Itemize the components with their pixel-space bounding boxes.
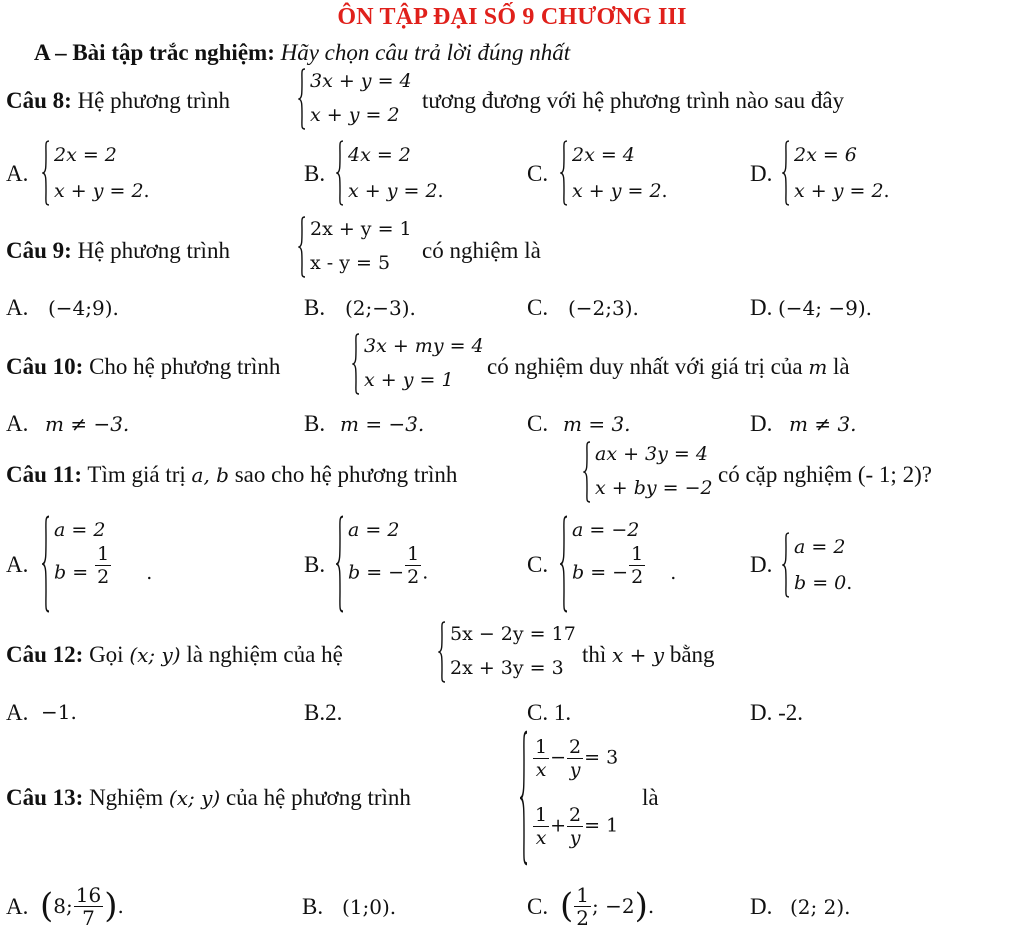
question-10-text: Cho hệ phương trình [89,354,281,379]
system-eq-2: x - y = 5 [310,252,391,274]
q11-option-d[interactable] [782,532,892,598]
q13-option-d-letter[interactable]: D. [750,894,773,919]
q10-option-b-letter[interactable]: B. [304,411,326,436]
q10-option-d-letter[interactable]: D. [750,411,773,436]
option-eq-2: x + y = 2 [794,180,884,202]
q13-option-c[interactable] [560,872,654,940]
q13-option-c-letter[interactable]: C. [527,894,549,919]
fraction-denominator: 2 [407,566,420,588]
question-11-middle: sao cho hệ phương trình [234,462,458,487]
option-eq-1: a = 2 [54,519,106,541]
q11-option-b[interactable] [336,515,466,613]
fraction-numerator: 1 [407,543,420,565]
q13-option-b-letter[interactable]: B. [302,894,324,919]
pair-xy: (x; y) [168,786,221,810]
right-paren: ) [634,886,648,926]
q13-option-a[interactable] [40,872,124,940]
question-10-label: Câu 10: [6,354,84,379]
q9-option-b-letter[interactable]: B. [304,295,326,320]
question-11-suffix: có cặp nghiệm (- 1; 2)? [718,462,932,487]
fraction-numerator: 1 [535,736,548,758]
option-end: . [117,894,124,918]
q8-option-c[interactable] [560,140,670,206]
system-eq-2: x + y = 1 [364,369,454,391]
option-eq-2: x + y = 2 [348,180,438,202]
pair-xy: (x; y) [129,643,181,667]
q9-option-c[interactable]: (−2;3). [568,296,639,320]
question-8-suffix: tương đương với hệ phương trình nào sau đây [422,88,845,113]
option-end: . [883,180,890,202]
system-eq-1: 3x + my = 4 [364,335,484,357]
q11-option-c-letter[interactable]: C. [527,552,549,577]
option-sign: − [388,561,405,584]
q9-option-b[interactable]: (2;−3). [345,296,416,320]
question-12-system [438,621,583,683]
fraction-denominator: 2 [97,566,110,588]
q13-option-a-letter[interactable]: A. [6,894,29,919]
question-9-label: Câu 9: [6,238,72,263]
question-12-then: thì [582,642,607,667]
q9-option-c-letter[interactable]: C. [527,295,549,320]
question-9-system [298,216,418,278]
q8-option-d[interactable] [782,140,902,206]
q11-option-a-letter[interactable]: A. [6,552,29,577]
question-10-suffix [487,354,850,380]
fraction-numerator: 1 [97,543,110,565]
question-10-suffix-text: có nghiệm duy nhất với giá trị của [487,354,803,379]
question-13-middle: của hệ phương trình [225,785,411,810]
question-11-system [583,441,723,503]
question-12-label: Câu 12: [6,642,84,667]
q10-option-a-letter[interactable]: A. [6,411,29,436]
page-title: ÔN TẬP ĐẠI SỐ 9 CHƯƠNG III [337,4,687,30]
question-11-label: Câu 11: [6,462,83,487]
q8-option-a-letter[interactable]: A. [6,161,29,186]
option-eq-2: x + y = 2 [54,180,144,202]
option-sign: − [612,561,629,584]
option-eq-1: a = 2 [348,519,400,541]
option-post: ; −2 [592,894,635,918]
section-header [34,40,570,66]
question-12-end: bằng [669,642,715,667]
q9-option-a[interactable]: (−4;9). [48,296,119,320]
right-paren: ) [104,886,118,926]
question-11-prefix [6,462,457,488]
section-label: A – Bài tập trắc nghiệm: [34,40,275,65]
section-instruction: Hãy chọn câu trả lời đúng nhất [280,40,571,65]
fraction-denominator: x [535,827,547,849]
system-eq-1 [532,736,618,781]
option-eq-2: x + y = 2 [572,180,662,202]
system-eq-1: 2x + y = 1 [310,218,412,240]
q10-option-b[interactable]: m = −3. [340,412,425,436]
question-12-suffix [582,642,715,668]
q13-option-d[interactable]: (2; 2). [790,895,851,919]
option-end: . [437,180,444,202]
q8-option-b[interactable] [336,140,446,206]
q12-option-c[interactable]: C. 1. [527,700,572,725]
q10-option-c-letter[interactable]: C. [527,411,549,436]
system-eq-2: x + by = −2 [595,477,713,499]
q12-option-b[interactable]: B.2. [304,700,343,725]
option-end: . [146,561,153,584]
option-b-lhs: b = [348,561,389,584]
operator: + [550,814,567,837]
variable-m: m [808,355,828,379]
q8-option-a[interactable] [42,140,152,206]
question-8-text: Hệ phương trình [77,88,230,113]
question-13-system [520,730,640,866]
option-eq-1: 4x = 2 [348,144,411,166]
question-8-prefix [6,88,230,114]
question-12-middle: là nghiệm của hệ [186,642,343,667]
option-end: . [846,572,853,594]
question-12-text: Gọi [89,642,124,667]
option-eq-1: 2x = 4 [572,144,635,166]
variables-a-b: a, b [191,463,229,487]
system-eq-2 [532,804,618,849]
q13-option-b[interactable]: (1;0). [342,895,397,919]
q12-option-a[interactable]: −1. [41,700,77,724]
q9-option-d[interactable]: (−4; −9). [778,296,873,320]
q11-option-c[interactable] [560,515,690,613]
option-eq-1: a = −2 [572,519,640,541]
q8-option-b-letter[interactable]: B. [304,161,326,186]
option-pre: 8; [53,894,73,918]
question-13-prefix [6,785,411,811]
rhs: = 1 [584,814,619,837]
operator: − [550,746,567,769]
option-end: . [143,180,150,202]
q12-option-d[interactable]: D. -2. [750,700,804,725]
option-eq-2: b = 0 [794,572,847,594]
q11-option-b-letter[interactable]: B. [304,552,326,577]
option-eq-1: 2x = 6 [794,144,857,166]
q11-option-d-letter[interactable]: D. [750,552,773,577]
fraction-numerator: 1 [631,543,644,565]
option-b-lhs: b = [572,561,613,584]
system-eq-2: x + y = 2 [310,104,400,126]
question-11-text: Tìm giá trị [87,462,186,487]
question-10-prefix [6,354,280,380]
option-eq-1: 2x = 2 [54,144,117,166]
fraction-numerator: 16 [75,882,102,907]
fraction-denominator: y [569,827,581,849]
q10-option-c[interactable]: m = 3. [563,412,631,436]
option-end: . [670,561,677,584]
question-8-label: Câu 8: [6,88,72,113]
fraction-numerator: 1 [576,882,589,907]
fraction-denominator: 2 [576,905,589,930]
q10-option-d[interactable]: m ≠ 3. [789,412,857,436]
question-13-end: là [642,785,659,810]
system-eq-1: ax + 3y = 4 [595,443,708,465]
question-10-system [352,333,492,395]
q11-option-a[interactable] [42,515,172,613]
system-eq-2: 2x + 3y = 3 [450,657,564,679]
rhs: = 3 [584,746,619,769]
question-8-system [298,68,418,130]
option-end: . [661,180,668,202]
option-end: . [647,894,655,918]
question-9-prefix [6,238,230,264]
q12-option-a-letter[interactable]: A. [6,700,29,725]
option-end: . [422,561,429,584]
q9-option-a-letter[interactable]: A. [6,295,29,320]
expression-x-plus-y: x + y [612,643,665,667]
q9-option-d-letter[interactable]: D. [750,295,773,320]
q8-option-c-letter[interactable]: C. [527,161,549,186]
question-13-label: Câu 13: [6,785,84,810]
fraction-numerator: 1 [535,804,548,826]
fraction-numerator: 2 [569,736,582,758]
fraction-denominator: x [535,759,547,781]
fraction-numerator: 2 [569,804,582,826]
left-paren: ( [560,886,574,926]
fraction-denominator: 7 [82,905,95,930]
question-13-text: Nghiệm [89,785,164,810]
system-eq-1: 3x + y = 4 [310,70,412,92]
left-paren: ( [40,886,54,926]
option-eq-1: a = 2 [794,536,846,558]
system-eq-1: 5x − 2y = 17 [450,623,576,645]
q8-option-d-letter[interactable]: D. [750,161,773,186]
question-10-end: là [833,354,850,379]
question-9-text: Hệ phương trình [77,238,230,263]
q10-option-a[interactable]: m ≠ −3. [45,412,130,436]
fraction-denominator: y [569,759,581,781]
fraction-denominator: 2 [631,566,644,588]
option-b-lhs: b = [54,561,95,584]
question-9-suffix: có nghiệm là [422,238,541,263]
question-12-prefix [6,642,343,668]
